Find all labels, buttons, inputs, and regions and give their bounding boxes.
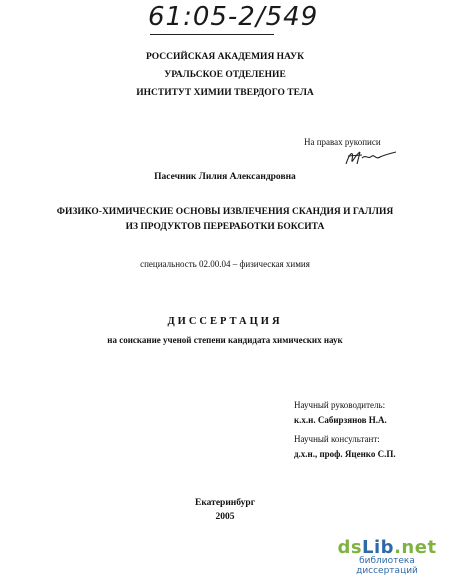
supervisor-label: Научный руководитель: — [294, 400, 386, 410]
year: 2005 — [215, 512, 235, 522]
institution-institute: ИНСТИТУТ ХИМИИ ТВЕРДОГО ТЕЛА — [136, 88, 314, 98]
supervisor-name: к.х.н. Сабирзянов Н.А. — [294, 415, 387, 425]
author-name: Пасечник Лилия Александровна — [154, 172, 296, 182]
handwritten-archive-number: 61:05-2/549 — [148, 2, 319, 32]
thesis-title-line-2: ИЗ ПРОДУКТОВ ПЕРЕРАБОТКИ БОКСИТА — [125, 222, 325, 232]
watermark-logo: dsLib.net — [337, 537, 437, 558]
thesis-title-line-1: ФИЗИКО-ХИМИЧЕСКИЕ ОСНОВЫ ИЗВЛЕЧЕНИЯ СКАНДИЯ И ГАЛЛИЯ — [56, 207, 394, 217]
rights-note: На правах рукописи — [304, 137, 381, 147]
institution-academy: РОССИЙСКАЯ АКАДЕМИЯ НАУК — [146, 52, 304, 62]
institution-branch: УРАЛЬСКОЕ ОТДЕЛЕНИЕ — [164, 70, 286, 80]
document-type: ДИССЕРТАЦИЯ — [167, 316, 283, 327]
watermark-subtitle: библиотека диссертаций — [356, 556, 418, 576]
signature-icon — [340, 146, 400, 168]
degree-line: на соискание ученой степени кандидата химических наук — [107, 335, 343, 345]
consultant-name: д.х.н., проф. Яценко С.П. — [294, 449, 396, 459]
city: Екатеринбург — [194, 498, 256, 508]
specialty: специальность 02.00.04 – физическая химия — [140, 259, 310, 269]
handwritten-underline — [150, 34, 274, 35]
dslib-watermark — [332, 537, 442, 576]
consultant-label: Научный консультант: — [294, 434, 380, 444]
